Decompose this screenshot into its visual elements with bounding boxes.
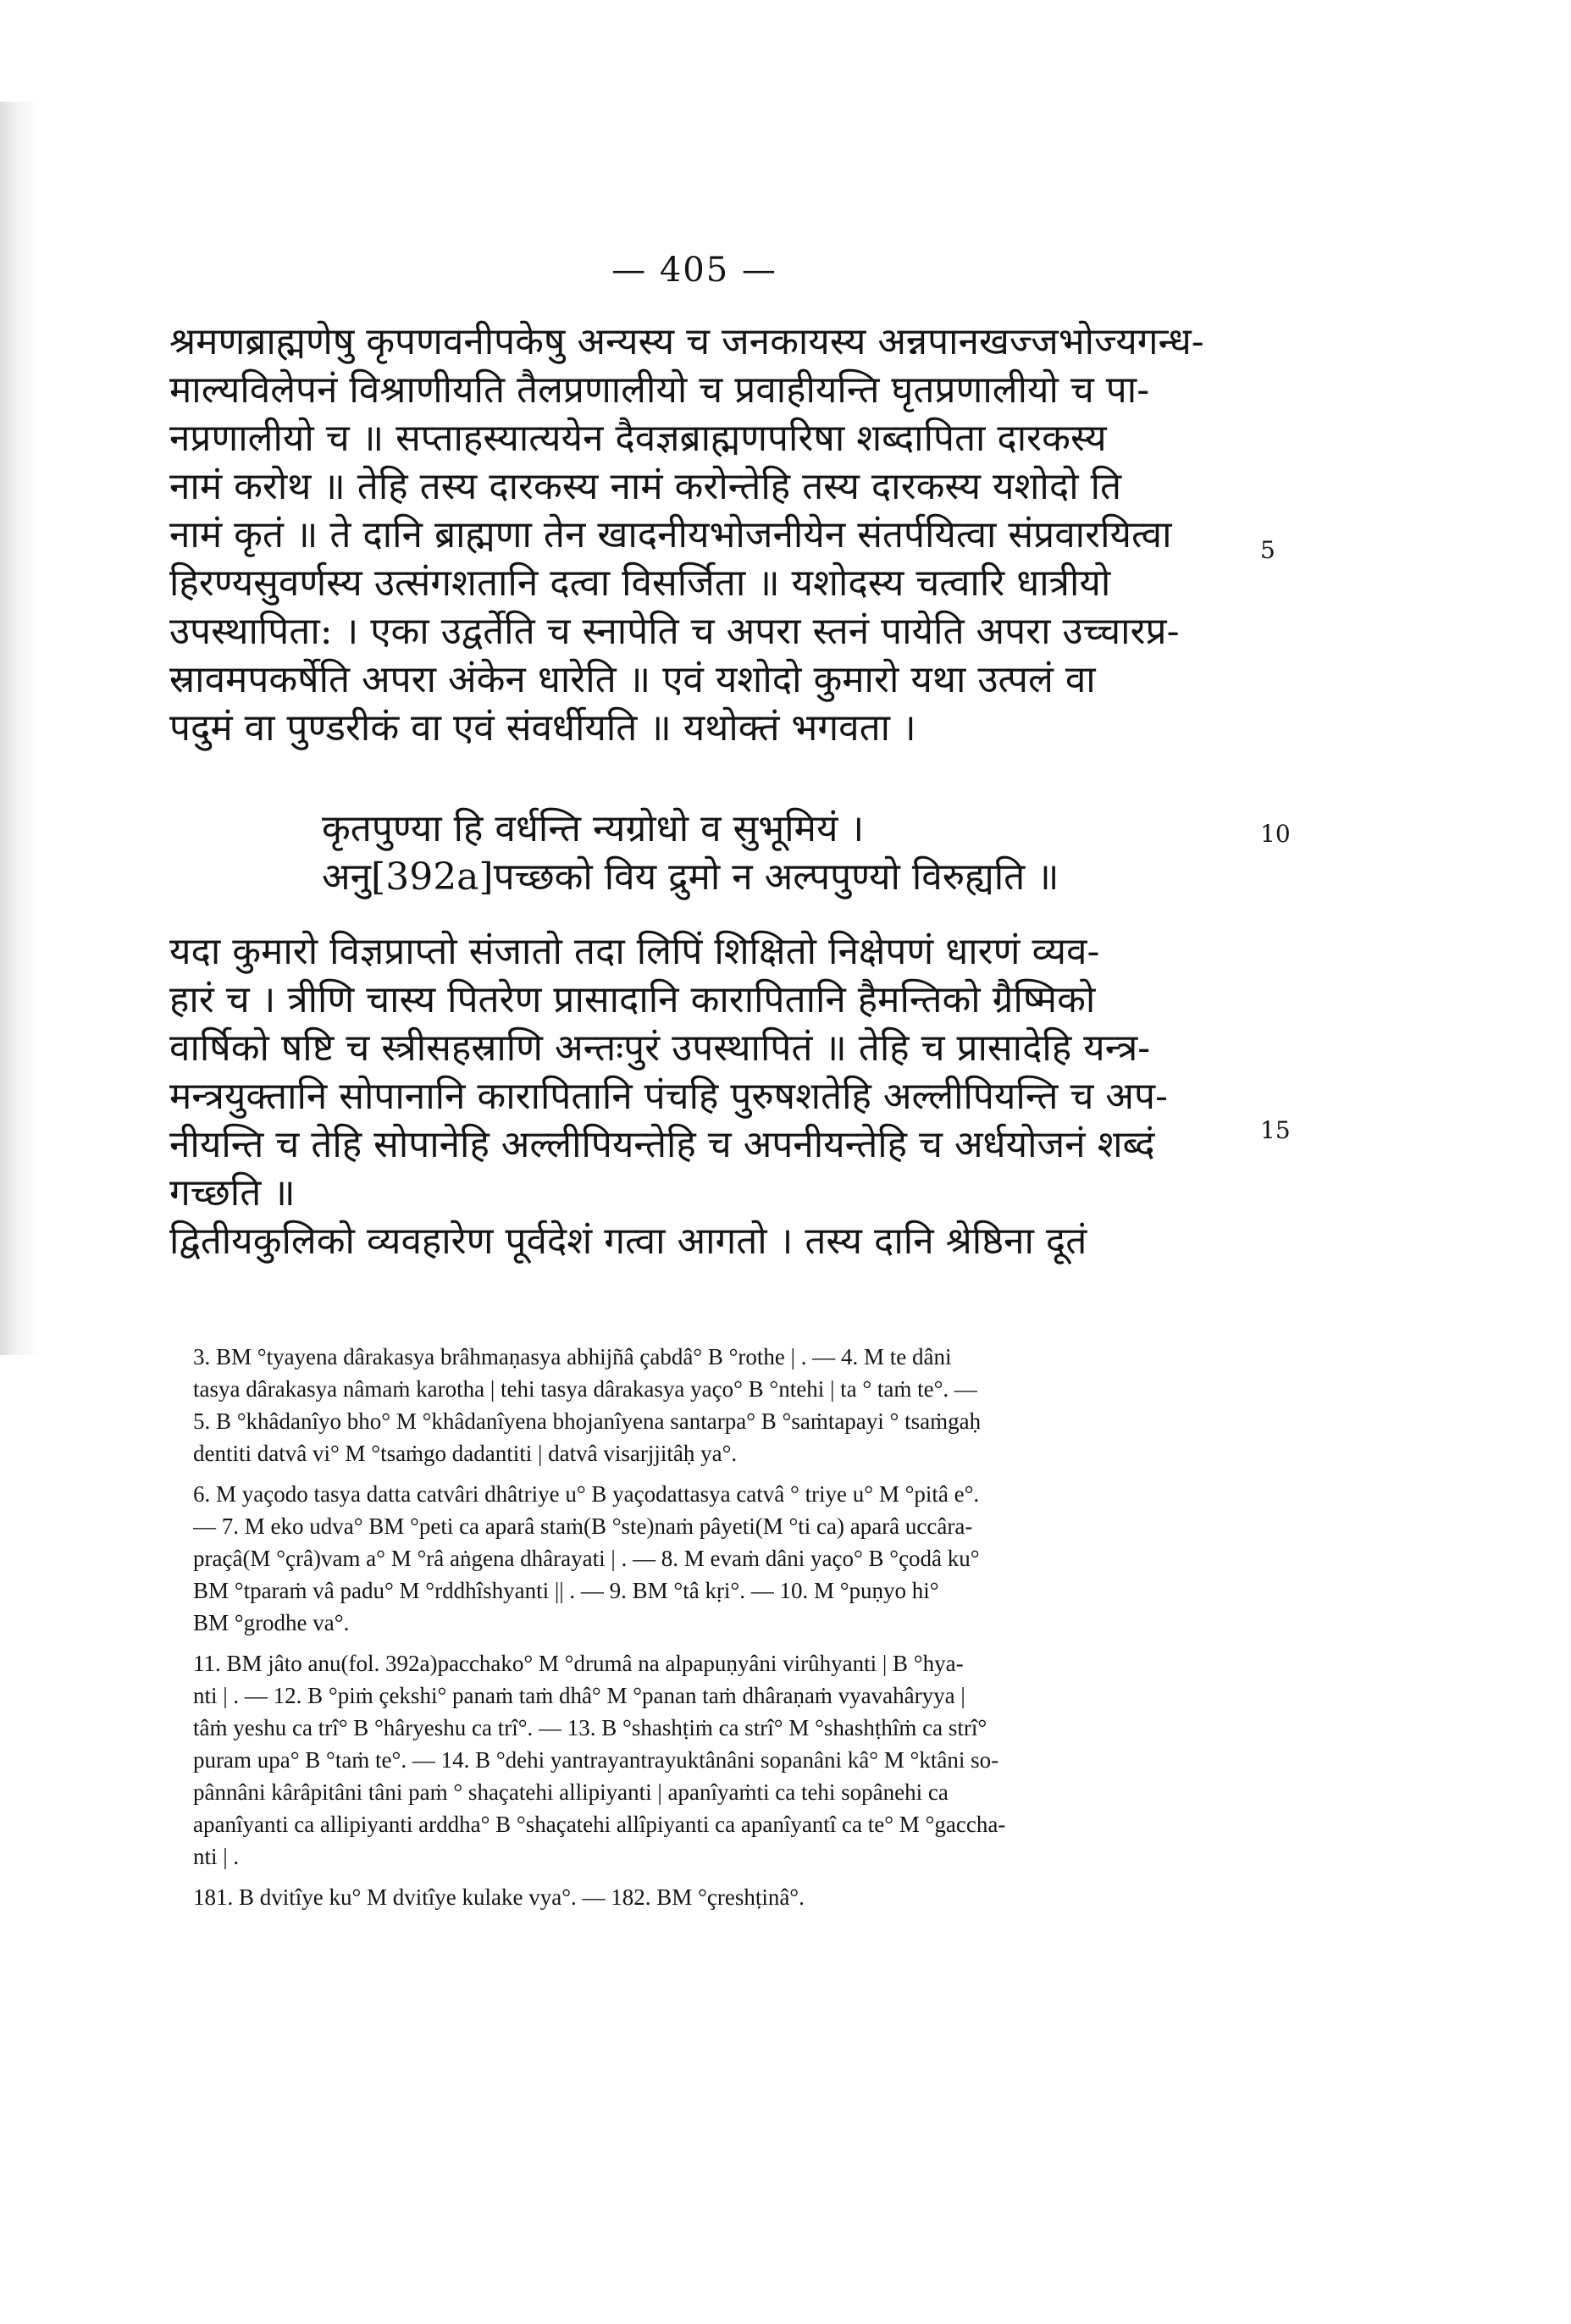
footnote-line: BM °tparaṁ vâ padu° M °rddhîshyanti || . — 9. BM °tâ kṛi°. — 10. M °puṇyo hi° (193, 1578, 939, 1603)
footnote-line: 181. B dvitîye ku° M dvitîye kulake vya°. — 182. BM °çreshṭinâ°. (193, 1884, 805, 1910)
prose-line: नामं करोथ ॥ तेहि तस्य दारकस्य नामं करोन्तेहि तस्य दारकस्य यशोदो ति (169, 465, 1122, 508)
footnote-line: nti | . — 12. B °piṁ çekshi° panaṁ taṁ dhâ° M °panan taṁ dhâraṇaṁ vyavahâryya | (193, 1683, 965, 1708)
verse-line: अनु[392a]पच्छको विय द्रुमो न अल्पपुण्यो विरुह्यति ॥ (322, 855, 1059, 899)
prose-line: यदा कुमारो विज्ञप्राप्तो संजातो तदा लिपिं शिक्षितो निक्षेपणं धारणं व्यव- (169, 930, 1100, 973)
prose-block-2 (169, 927, 1304, 1265)
prose-line: माल्यविलेपनं विश्राणीयति तैलप्रणालीयो च प्रवाहीयन्ति घृतप्रणालीयो च पा- (169, 368, 1150, 412)
prose-line: हारं च । त्रीणि चास्य पितरेण प्रासादानि कारापितानि हैमन्तिको ग्रैष्मिको (169, 978, 1096, 1021)
verse-line: कृतपुण्या हि वर्धन्ति न्यग्रोधो व सुभूमियं । (322, 807, 865, 850)
prose-line: गच्छति ॥ (169, 1171, 296, 1215)
footnote-line: 6. M yaçodo tasya datta catvâri dhâtriye u° B yaçodattasya catvâ ° triye u° M °pitâ e°. (193, 1481, 980, 1507)
footnotes (193, 1341, 1294, 1913)
footnote-line: puram upa° B °taṁ te°. — 14. B °dehi yantrayantrayuktânâni sopanâni kâ° M °ktâni so- (193, 1747, 999, 1773)
footnote-line: praçâ(M °çrâ)vam a° M °râ aṅgena dhârayati | . — 8. M evaṁ dâni yaço° B °çodâ ku° (193, 1546, 980, 1571)
prose-line: पदुमं वा पुण्डरीकं वा एवं संवर्धीयति ॥ यथोक्तं भगवता । (169, 706, 916, 750)
footnote-line: apanîyanti ca allipiyanti arddha° B °shaçatehi allîpiyanti ca apanîyantî ca te° M °gaccha- (193, 1812, 1006, 1837)
footnote-line: tasya dârakasya nâmaṁ karotha | tehi tasya dârakasya yaço° B °ntehi | ta ° taṁ te°. — (193, 1376, 977, 1402)
footnote-line: dentiti datvâ vi° M °tsaṁgo dadantiti | datvâ visarjjitâḥ ya°. (193, 1441, 738, 1466)
line-number: 10 (1260, 820, 1291, 848)
prose-line: वार्षिको षष्टि च स्त्रीसहस्राणि अन्तःपुरं उपस्थापितं ॥ तेहि च प्रासादेहि यन्त्र- (169, 1026, 1151, 1070)
line-number: 15 (1260, 1116, 1291, 1144)
prose-line: नप्रणालीयो च ॥ सप्ताहस्यात्ययेन दैवज्ञब्राह्मणपरिषा शब्दापिता दारकस्य (169, 417, 1107, 460)
line-number: 5 (1260, 536, 1275, 564)
prose-block-1 (169, 318, 1304, 752)
footnote-line: 5. B °khâdanîyo bho° M °khâdanîyena bhojanîyena santarpa° B °saṁtapayi ° tsaṁgaḥ (193, 1408, 982, 1434)
footnote-line: BM °grodhe va°. (193, 1610, 350, 1635)
verse-block (322, 805, 1253, 901)
footnote-line: 3. BM °tyayena dârakasya brâhmaṇasya abhijñâ çabdâ° B °rothe | . — 4. M te dâni (193, 1344, 952, 1370)
prose-line: हिरण्यसुवर्णस्य उत्संगशतानि दत्वा विसर्जिता ॥ यशोदस्य चत्वारि धात्रीयो (169, 562, 1111, 605)
footnote-line: tâṁ yeshu ca trî° B °hâryeshu ca trî°. — 13. B °shashṭiṁ ca strî° M °shashṭhîṁ ca strî° (193, 1715, 987, 1740)
footnote-line: — 7. M eko udva° BM °peti ca aparâ staṁ(B °ste)naṁ pâyeti(M °ti ca) aparâ uccâra- (193, 1513, 973, 1539)
prose-line: द्वितीयकुलिको व्यवहारेण पूर्वदेशं गत्वा आगतो । तस्य दानि श्रेष्ठिना दूतं (169, 1220, 1087, 1263)
prose-line: मन्त्रयुक्तानि सोपानानि कारापितानि पंचहि पुरुषशतेहि अल्लीपियन्ति च अप- (169, 1075, 1168, 1118)
page-number: — 405 — (611, 251, 777, 290)
footnote-line: 11. BM jâto anu(fol. 392a)pacchako° M °drumâ na alpapuṇyâni virûhyanti | B °hya- (193, 1651, 964, 1676)
footnote-line: nti | . (193, 1844, 240, 1869)
page-edge-shadow (0, 102, 39, 1355)
prose-line: नीयन्ति च तेहि सोपानेहि अल्लीपियन्तेहि च अपनीयन्तेहि च अर्धयोजनं शब्दं (169, 1123, 1155, 1166)
prose-line: नामं कृतं ॥ ते दानि ब्राह्मणा तेन खादनीयभोजनीयेन संतर्पयित्वा संप्रवारयित्वा (169, 513, 1172, 556)
prose-line: श्रमणब्राह्मणेषु कृपणवनीपकेषु अन्यस्य च जनकायस्य अन्नपानखज्जभोज्यगन्ध- (169, 320, 1204, 363)
prose-line: स्रावमपकर्षेति अपरा अंकेन धारेति ॥ एवं यशोदो कुमारो यथा उत्पलं वा (169, 658, 1096, 701)
prose-line: उपस्थापिता: । एका उद्वर्तेति च स्नापेति च अपरा स्तनं पायेति अपरा उच्चारप्र- (169, 610, 1180, 653)
footnote-line: pânnâni kârâpitâni tâni paṁ ° shaçatehi allipiyanti | apanîyaṁti ca tehi sopânehi ca (193, 1779, 949, 1805)
